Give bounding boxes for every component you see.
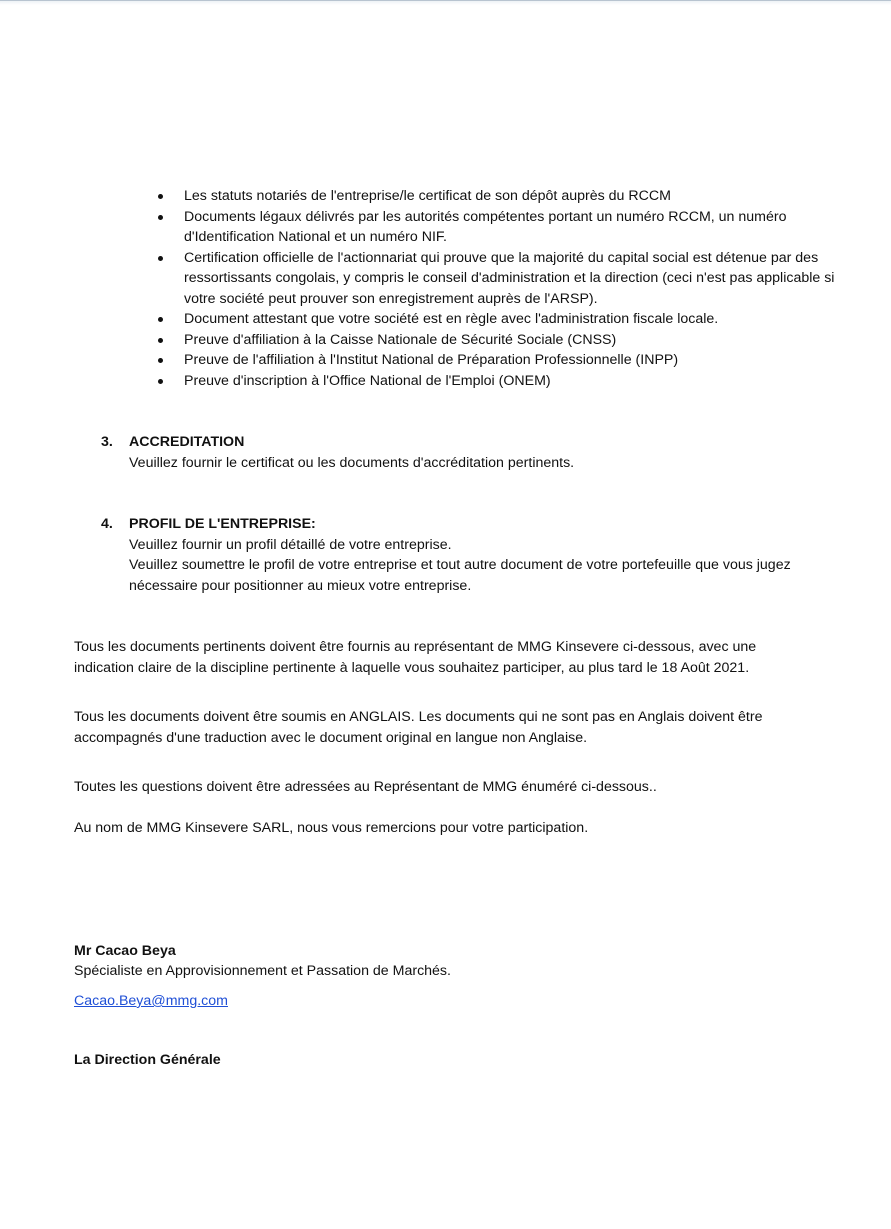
bullet-icon bbox=[158, 194, 163, 199]
list-item bbox=[150, 248, 845, 310]
list-item bbox=[150, 350, 845, 371]
signatory-title: Spécialiste en Approvisionnement et Passation de Marchés. bbox=[74, 963, 451, 979]
bullet-icon bbox=[158, 358, 163, 363]
list-item bbox=[150, 207, 845, 248]
list-item bbox=[150, 330, 845, 351]
page-top-border bbox=[0, 0, 891, 5]
signatory-name: Mr Cacao Beya bbox=[74, 943, 176, 959]
questions-paragraph: Toutes les questions doivent être adressées au Représentant de MMG énuméré ci-dessous.. bbox=[74, 779, 657, 795]
list-item bbox=[150, 309, 845, 330]
submission-deadline-paragraph: Tous les documents pertinents doivent être fournis au représentant de MMG Kinsevere ci-dessous, avec une indication claire de la discipline pertinente à laquelle vous souhaitez participer, au plus tard le 18 Août 2021. bbox=[74, 639, 757, 676]
section-body-paragraph: Veuillez soumettre le profil de votre entreprise et tout autre document de votre portefeuille que vous jugez nécessaire pour positionner au mieux votre entreprise. bbox=[129, 557, 791, 594]
list-item-text: Documents légaux délivrés par les autorités compétentes portant un numéro RCCM, un numéro d'Identification National et un numéro NIF. bbox=[184, 208, 787, 245]
list-item-text: Preuve d'affiliation à la Caisse Nationale de Sécurité Sociale (CNSS) bbox=[184, 331, 617, 348]
email-line bbox=[74, 991, 814, 1012]
section-number: 3. bbox=[101, 434, 113, 450]
section-body-line: Veuillez fournir un profil détaillé de votre entreprise. bbox=[129, 536, 452, 553]
department-name: La Direction Générale bbox=[74, 1052, 221, 1068]
list-item-text: Preuve de l'affiliation à l'Institut National de Préparation Professionnelle (INPP) bbox=[184, 352, 679, 368]
bullet-icon bbox=[158, 317, 163, 322]
list-item-text: Certification officielle de l'actionnariat qui prouve que la majorité du capital social est détenue par des ressortissants congolais, y compris le conseil d'administration et la direction (ceci n'est pas applicable si votre société peut prouver son enregistrement auprès de l'ARSP). bbox=[184, 249, 835, 307]
list-item bbox=[150, 371, 845, 392]
section-heading: ACCREDITATION bbox=[129, 434, 245, 450]
language-requirement-paragraph: Tous les documents doivent être soumis en ANGLAIS. Les documents qui ne sont pas en Anglais doivent être accompagnés d'une traduction avec le document original en langue non Anglaise. bbox=[74, 709, 763, 746]
section-number: 4. bbox=[101, 516, 113, 532]
list-item-text: Document attestant que votre société est en règle avec l'administration fiscale locale. bbox=[184, 311, 719, 327]
requirements-bullet-list bbox=[150, 186, 845, 391]
thanks-paragraph: Au nom de MMG Kinsevere SARL, nous vous remercions pour votre participation. bbox=[74, 820, 589, 836]
signatory-email-link[interactable]: Cacao.Beya@mmg.com bbox=[74, 993, 228, 1009]
list-item-text: Les statuts notariés de l'entreprise/le certificat de son dépôt auprès du RCCM bbox=[184, 188, 671, 204]
section-accreditation bbox=[101, 432, 821, 473]
bullet-icon bbox=[158, 256, 163, 261]
bullet-icon bbox=[158, 379, 163, 384]
section-body: Veuillez fournir le certificat ou les documents d'accréditation pertinents. bbox=[129, 454, 575, 471]
bullet-icon bbox=[158, 215, 163, 220]
bullet-icon bbox=[158, 338, 163, 343]
list-item-text: Preuve d'inscription à l'Office National de l'Emploi (ONEM) bbox=[184, 372, 551, 389]
section-company-profile bbox=[101, 514, 821, 596]
section-heading: PROFIL DE L'ENTREPRISE: bbox=[129, 516, 316, 532]
list-item bbox=[150, 186, 845, 207]
